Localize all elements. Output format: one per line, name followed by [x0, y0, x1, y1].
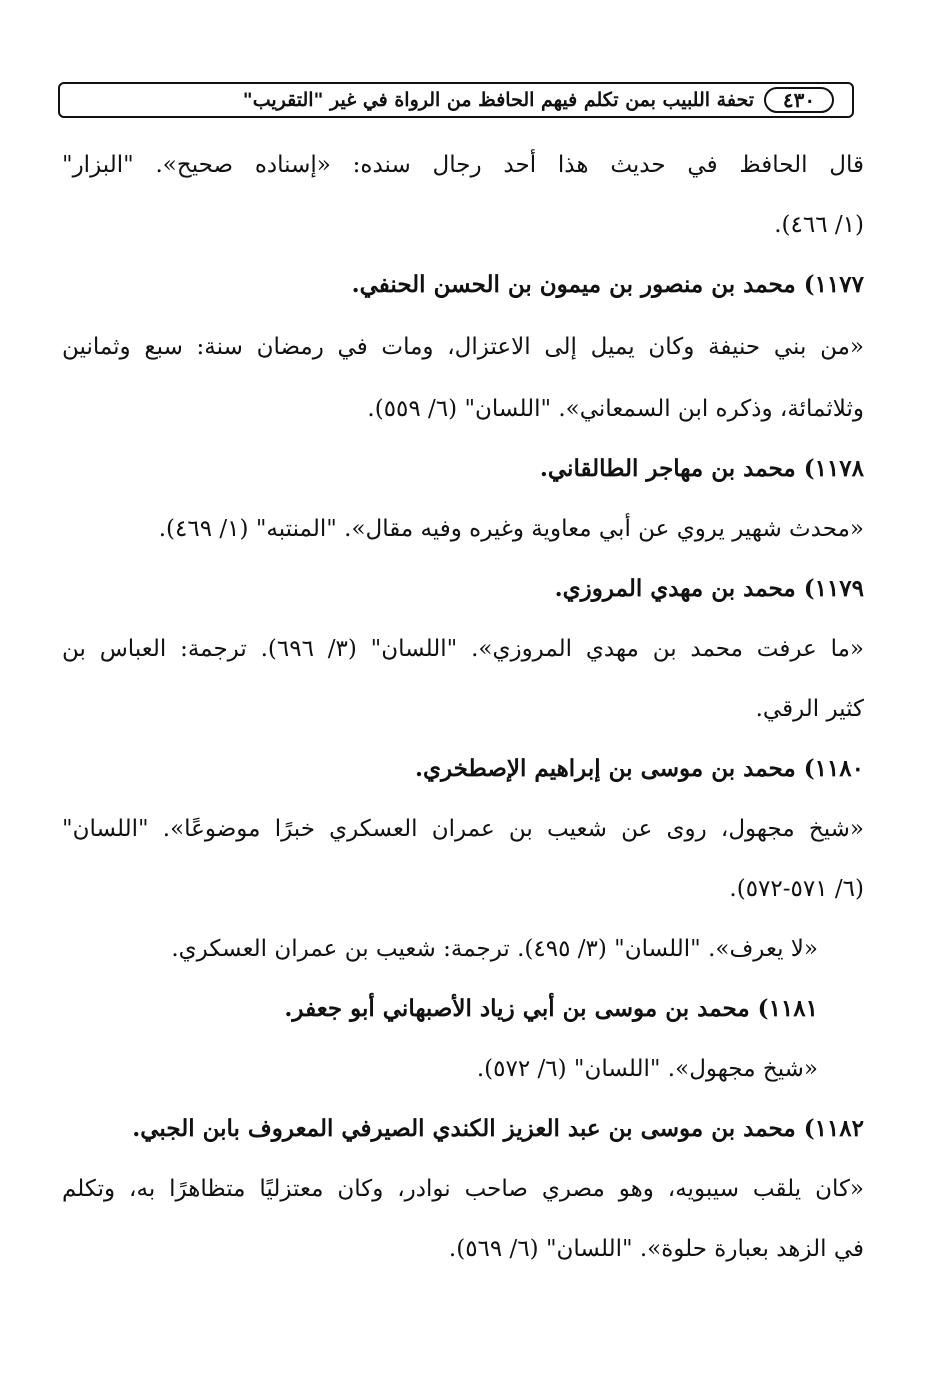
entry-heading-1179: ١١٧٩) محمد بن مهدي المروزي. [554, 575, 864, 602]
text-line: وثلاثمائة، وذكره ابن السمعاني». "اللسان" (٦/ ٥٥٩). [367, 396, 864, 422]
entry-heading-1182: ١١٨٢) محمد بن موسى بن عبد العزيز الكندي الصيرفي المعروف بابن الجبي. [132, 1115, 864, 1142]
text-line: «شيخ مجهول، روى عن شعيب بن عمران العسكري خبرًا موضوعًا». "اللسان" [62, 816, 864, 842]
text-line: في الزهد بعبارة حلوة». "اللسان" (٦/ ٥٦٩). [448, 1236, 864, 1262]
text-line: «من بني حنيفة وكان يميل إلى الاعتزال، ومات في رمضان سنة: سبع وثمانين [62, 334, 864, 360]
text-line: «ما عرفت محمد بن مهدي المروزي». "اللسان" (٣/ ٦٩٦). ترجمة: العباس بن [62, 636, 865, 662]
text-line: «محدث شهير يروي عن أبي معاوية وغيره وفيه مقال». "المنتبه" (١/ ٤٦٩). [158, 516, 864, 542]
text-line: «كان يلقب سيبويه، وهو مصري صاحب نوادر، وكان معتزليًا متظاهرًا به، وتكلم [62, 1176, 864, 1202]
page-number: ٤٣٠ [764, 87, 834, 113]
entry-heading-1180: ١١٨٠) محمد بن موسى بن إبراهيم الإصطخري. [414, 755, 864, 782]
text-line: «شيخ مجهول». "اللسان" (٦/ ٥٧٢). [476, 1056, 818, 1082]
text-line: «لا يعرف». "اللسان" (٣/ ٤٩٥). ترجمة: شعيب بن عمران العسكري. [171, 936, 818, 962]
text-line: (٦/ ٥٧١-٥٧٢). [729, 876, 864, 902]
running-header [58, 82, 854, 118]
book-title: تحفة اللبيب بمن تكلم فيهم الحافظ من الرواة في غير "التقريب" [242, 89, 754, 111]
entry-heading-1181: ١١٨١) محمد بن موسى بن أبي زياد الأصبهاني أبو جعفر. [284, 995, 818, 1022]
text-line: قال الحافظ في حديث هذا أحد رجال سنده: «إسناده صحيح». "البزار" [62, 152, 864, 178]
entry-heading-1178: ١١٧٨) محمد بن مهاجر الطالقاني. [539, 455, 864, 482]
entry-heading-1177: ١١٧٧) محمد بن منصور بن ميمون بن الحسن الحنفي. [351, 271, 864, 298]
text-line: (١/ ٤٦٦). [774, 212, 864, 238]
text-line: كثير الرقي. [755, 696, 864, 722]
